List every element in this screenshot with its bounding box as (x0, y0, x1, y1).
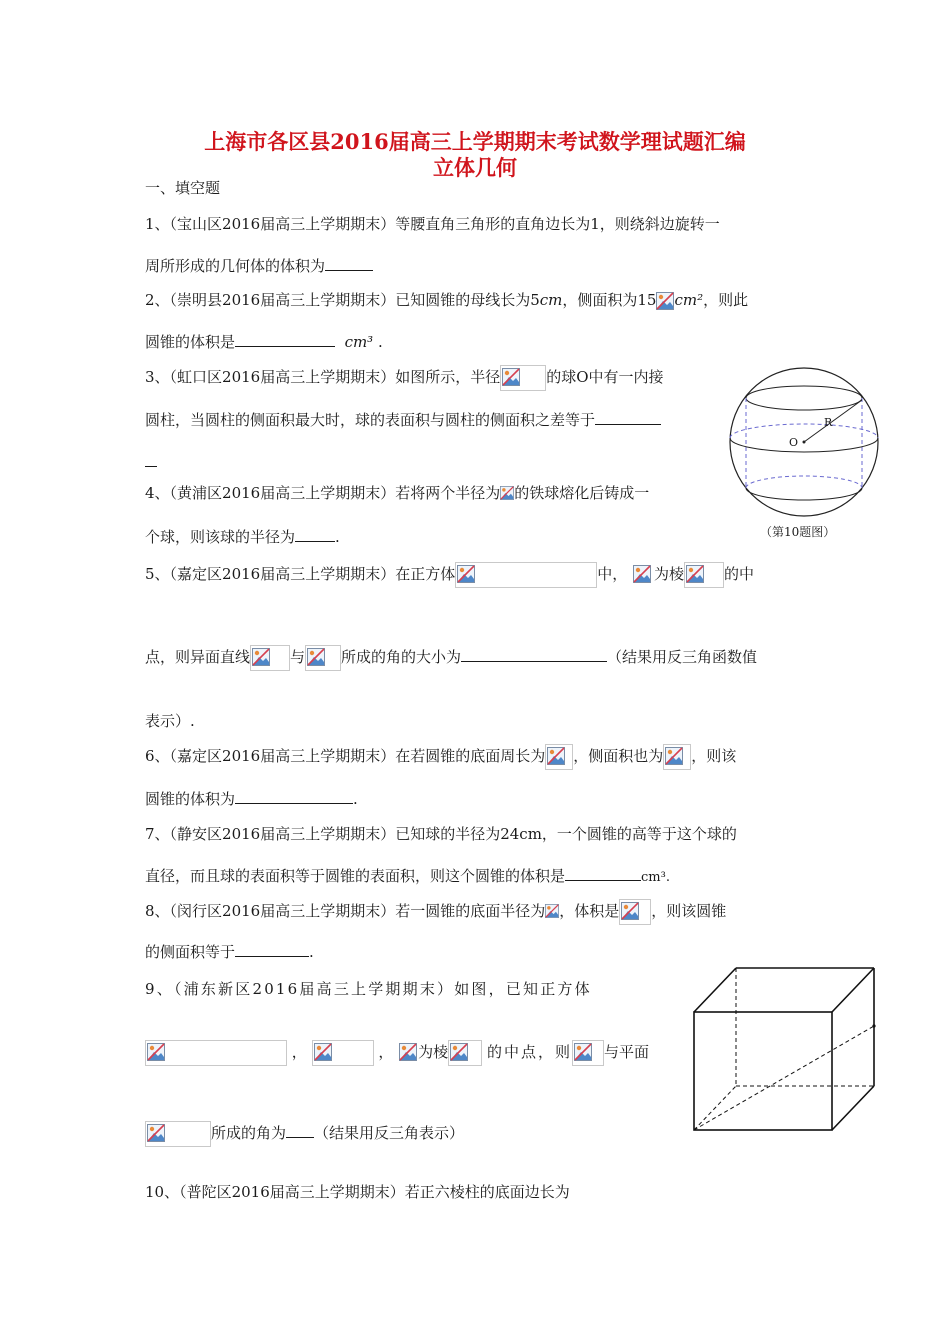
formula-image (312, 1040, 374, 1066)
formula-image (500, 365, 546, 391)
formula-image (656, 291, 674, 311)
q7-line1: 7、（静安区2016届高三上学期期末）已知球的半径为24cm，一个圆锥的高等于这个球的 (145, 825, 737, 843)
q8-line2: 的侧面积等于 . (145, 943, 314, 961)
formula-image (663, 744, 691, 770)
formula-image (619, 899, 651, 925)
q5-line2: 点，则异面直线 与 所成的角的大小为 （结果用反三角函数值 (145, 645, 757, 671)
q9-line1: 9、（浦东新区2016届高三上学期期末）如图，已知正方体 (145, 980, 592, 998)
page-subtitle: 立体几何 (433, 155, 517, 180)
q1-line2: 周所形成的几何体的体积为 (145, 256, 373, 276)
q1-line1: 1、（宝山区2016届高三上学期期末）等腰直角三角形的直角边长为1，则绕斜边旋转一 (145, 215, 720, 233)
page-title: 上海市各区县2016届高三上学期期末考试数学理试题汇编 (204, 129, 746, 154)
formula-image (398, 1041, 418, 1065)
q6-line2: 圆锥的体积为 . (145, 790, 358, 808)
formula-image (684, 562, 724, 588)
q3-blank-cont (145, 452, 157, 472)
formula-image (632, 563, 654, 587)
q2-line1: 2、（崇明县2016届高三上学期期末）已知圆锥的母线长为5cm，侧面积为15 cm²，则此 (145, 291, 749, 309)
q3-line1: 3、（虹口区2016届高三上学期期末）如图所示，半径 的球O中有一内接 (145, 365, 664, 391)
formula-image (500, 482, 514, 506)
formula-image (145, 1040, 287, 1066)
figure-caption: （第10题图） (760, 525, 836, 539)
answer-blank[interactable] (235, 332, 335, 347)
sphere-cylinder-figure (724, 364, 884, 524)
q3-line2: 圆柱，当圆柱的侧面积最大时，球的表面积与圆柱的侧面积之差等于 (145, 410, 661, 430)
answer-blank[interactable] (235, 789, 353, 804)
answer-blank[interactable] (286, 1123, 314, 1138)
q10-line1: 10、（普陀区2016届高三上学期期末）若正六棱柱的底面边长为 (145, 1183, 570, 1201)
answer-blank[interactable] (565, 866, 641, 881)
q4-line1: 4、（黄浦区2016届高三上学期期末）若将两个半径为 的铁球熔化后铸成一 (145, 482, 649, 506)
answer-blank[interactable] (295, 527, 335, 542)
q8-line1: 8、（闵行区2016届高三上学期期末）若一圆锥的底面半径为 ，体积是 ，则该圆锥 (145, 899, 726, 925)
q2-line2: 圆锥的体积是 cm³ . (145, 333, 383, 351)
q4-line2: 个球，则该球的半径为 . (145, 528, 340, 546)
figure-label-o: O (789, 436, 799, 449)
formula-image (545, 744, 573, 770)
section-heading: 一、填空题 (145, 179, 221, 197)
q9-line2: ， ， 为棱 的中点，则 与平面 (145, 1040, 649, 1066)
formula-image (448, 1040, 482, 1066)
formula-image (572, 1040, 604, 1066)
figure-label-r: R (824, 416, 833, 429)
cube-figure (688, 960, 888, 1140)
q7-line2: 直径，而且球的表面积等于圆锥的表面积，则这个圆锥的体积是 cm³. (145, 867, 670, 885)
formula-image (250, 645, 290, 671)
answer-blank[interactable] (235, 942, 309, 957)
q6-line1: 6、（嘉定区2016届高三上学期期末）在若圆锥的底面周长为 ，侧面积也为 ，则该 (145, 744, 736, 770)
formula-image (145, 1121, 211, 1147)
formula-image (305, 645, 341, 671)
q9-line3: 所成的角为 （结果用反三角表示） (145, 1121, 464, 1147)
answer-blank[interactable] (461, 647, 607, 662)
q5-line1: 5、（嘉定区2016届高三上学期期末）在正方体 中， 为棱 的中 (145, 562, 754, 588)
answer-blank[interactable] (325, 256, 373, 271)
formula-image (545, 900, 559, 924)
q5-line3: 表示）. (145, 712, 195, 730)
answer-blank[interactable] (595, 410, 661, 425)
formula-image (455, 562, 597, 588)
